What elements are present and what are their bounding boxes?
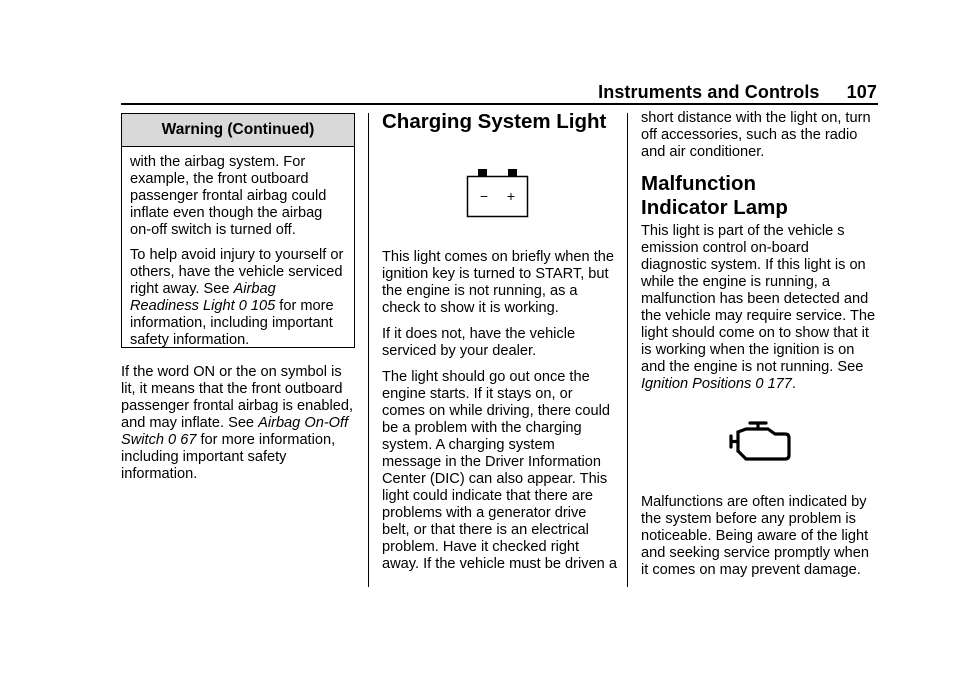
battery-plus-label: + bbox=[506, 188, 516, 204]
battery-minus-label: − bbox=[479, 188, 489, 204]
airbag-paragraph bbox=[121, 364, 357, 483]
body-text: for more information, including important safety information. bbox=[121, 432, 336, 482]
column-3-continued-text bbox=[641, 110, 877, 170]
warning-title: Warning (Continued) bbox=[122, 114, 354, 147]
battery-icon bbox=[466, 168, 529, 218]
warning-box bbox=[121, 113, 355, 348]
page-reference[interactable]: 0 105 bbox=[234, 298, 276, 314]
ignition-positions-link[interactable]: Ignition Positions bbox=[641, 376, 752, 392]
section-title: Instruments and Controls bbox=[598, 82, 820, 102]
airbag-switch-link[interactable]: Airbag On-Off Switch bbox=[121, 415, 349, 448]
page-number: 107 bbox=[846, 82, 877, 102]
column-3-text-bottom bbox=[641, 494, 877, 588]
column-1-text bbox=[121, 364, 357, 492]
page-reference[interactable]: 0 177 bbox=[751, 376, 792, 392]
heading-line-2: Indicator Lamp bbox=[641, 196, 788, 219]
malfunction-indicator-heading bbox=[641, 172, 788, 220]
page-reference[interactable]: 0 67 bbox=[163, 432, 197, 448]
warning-paragraph-2 bbox=[130, 247, 346, 349]
warning-text: for more information, including important safety information. bbox=[130, 298, 334, 348]
warning-paragraph-1: with the airbag system. For example, the front outboard passenger frontal airbag could inflate even though the airbag on-off switch is turned off. bbox=[130, 154, 327, 238]
column-2-text bbox=[382, 249, 618, 582]
warning-text: To help avoid injury to yourself or others, have the vehicle serviced right away. See bbox=[130, 247, 344, 297]
charging-system-heading: Charging System Light bbox=[382, 110, 607, 133]
charging-paragraph-3: The light should go out once the engine starts. If it stays on, or comes on while driving, there could be a problem with the charging system. A charging system message in the Driver Information Center (DIC) can also appear. This light could indicate that there are problems with a generator drive belt, or that there is an electrical problem. Have it checked right away. If the vehicle must be driven a bbox=[382, 369, 617, 572]
column-3-text bbox=[641, 223, 877, 402]
page-header bbox=[0, 82, 877, 103]
body-text: If the word ON or the on symbol is lit, it means that the front outboard passenger frontal airbag is enabled, and may inflate. See bbox=[121, 364, 354, 431]
malfunction-paragraph-2: Malfunctions are often indicated by the system before any problem is noticeable. Being aware of the light and seeking service promptly when it comes on may prevent damage. bbox=[641, 494, 869, 578]
charging-paragraph-2: If it does not, have the vehicle serviced by your dealer. bbox=[382, 326, 576, 359]
column-divider-1 bbox=[368, 113, 369, 587]
continued-paragraph: short distance with the light on, turn off accessories, such as the radio and air conditioner. bbox=[641, 110, 871, 160]
charging-paragraph-1: This light comes on briefly when the ignition key is turned to START, but the engine is not running, as a check to show it is working. bbox=[382, 249, 614, 316]
column-divider-2 bbox=[627, 113, 628, 587]
heading-line-1: Malfunction bbox=[641, 172, 757, 195]
body-text: . bbox=[791, 376, 796, 392]
malfunction-paragraph-1 bbox=[641, 223, 877, 393]
warning-body bbox=[122, 147, 354, 349]
body-text: This light is part of the vehicle s emission control on-board diagnostic system. If this light is on while the engine is running, a malfunction has been detected and the vehicle may require service. The light should come on to show that it is working when the ignition is on and the engine is not running. See bbox=[641, 223, 876, 375]
airbag-readiness-link[interactable]: Airbag Readiness Light bbox=[130, 281, 276, 314]
engine-icon bbox=[728, 420, 792, 462]
header-rule bbox=[121, 103, 878, 105]
